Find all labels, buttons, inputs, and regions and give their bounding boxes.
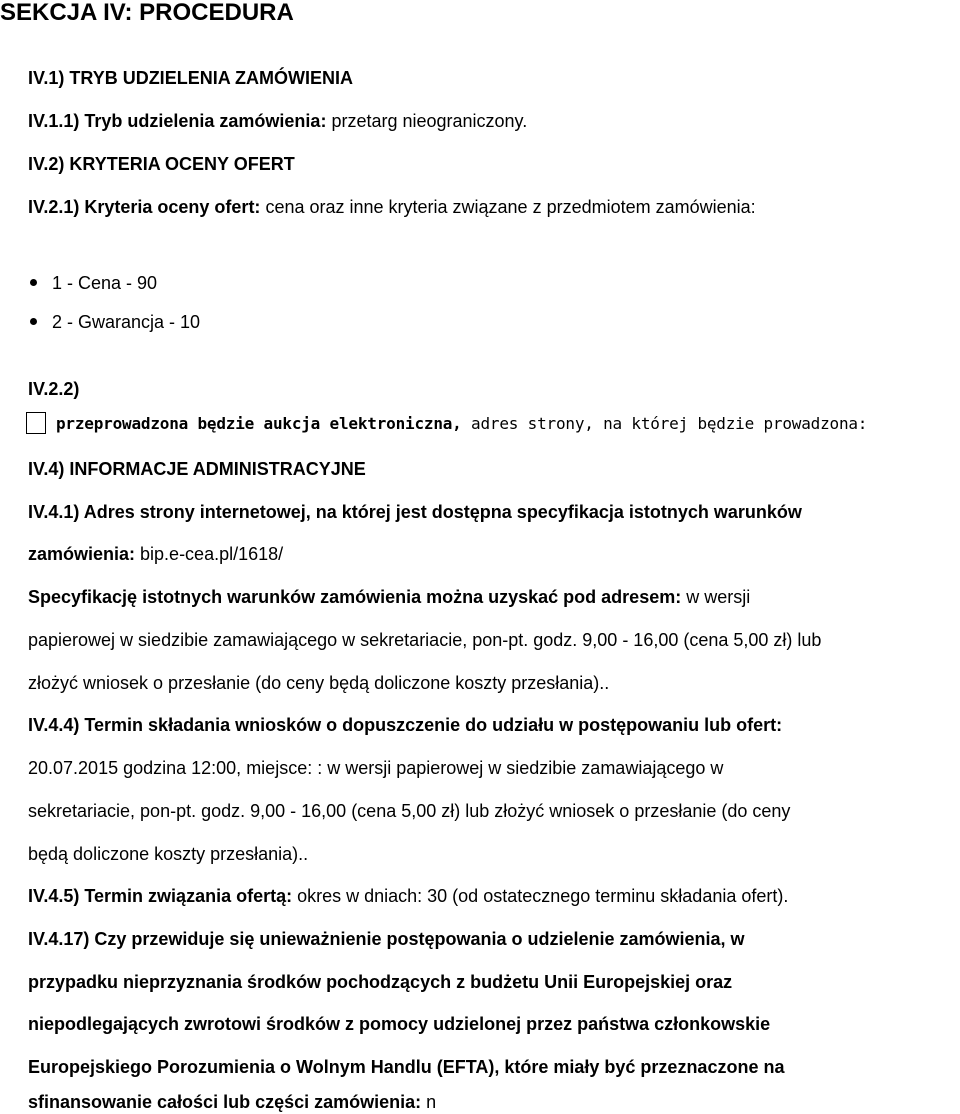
heading-iv1: IV.1) TRYB UDZIELENIA ZAMÓWIENIA xyxy=(28,68,354,88)
deadline-text-line: sekretariacie, pon-pt. godz. 9,00 - 16,00 (cena 5,00 zł) lub złożyć wniosek o przesłanie (do ceny xyxy=(28,801,791,821)
field-label: przeprowadzona będzie aukcja elektroniczna, xyxy=(56,414,462,433)
field-cancellation xyxy=(28,1091,436,1113)
deadline-text-line: będą doliczone koszty przesłania).. xyxy=(28,844,309,864)
field-value: adres strony, na której będzie prowadzona: xyxy=(461,414,868,433)
spec-text-line: papierowej w siedzibie zamawiającego w sekretariacie, pon-pt. godz. 9,00 - 16,00 (cena 5,00 zł) lub xyxy=(28,630,822,650)
field-spec-obtain xyxy=(28,586,750,608)
field-auction xyxy=(56,413,867,435)
field-offer-binding xyxy=(28,885,788,907)
field-value: okres w dniach: 30 (od ostatecznego terminu składania ofert). xyxy=(292,886,789,906)
field-cancellation-line: niepodlegających zwrotowi środków z pomocy udzielonej przez państwa członkowskie xyxy=(28,1014,771,1034)
deadline-text-line: 20.07.2015 godzina 12:00, miejsce: : w wersji papierowej w siedzibie zamawiającego w xyxy=(28,758,724,778)
field-value: przetarg nieograniczony. xyxy=(326,111,528,131)
field-procedure-type xyxy=(28,110,527,132)
heading-iv22: IV.2.2) xyxy=(28,379,80,399)
bullet-icon xyxy=(30,318,37,325)
field-cancellation-line: przypadku nieprzyznania środków pochodzących z budżetu Unii Europejskiej oraz xyxy=(28,972,733,992)
field-label: IV.4.5) Termin związania ofertą: xyxy=(28,886,293,906)
field-label: zamówienia: xyxy=(28,544,136,564)
field-label: IV.2.1) Kryteria oceny ofert: xyxy=(28,197,261,217)
field-cancellation-line: IV.4.17) Czy przewiduje się unieważnienie postępowania o udzielenie zamówienia, w xyxy=(28,929,745,949)
field-label: Specyfikację istotnych warunków zamówienia można uzyskać pod adresem: xyxy=(28,587,682,607)
field-cancellation-line: Europejskiego Porozumienia o Wolnym Handlu (EFTA), które miały być przeznaczone na xyxy=(28,1057,785,1077)
criteria-item: 2 - Gwarancja - 10 xyxy=(52,312,201,332)
auction-checkbox xyxy=(26,412,46,434)
field-value: n xyxy=(421,1092,437,1112)
bullet-icon xyxy=(30,279,37,286)
field-label: sfinansowanie całości lub części zamówienia: xyxy=(28,1092,422,1112)
spec-text-line: złożyć wniosek o przesłanie (do ceny będą doliczone koszty przesłania).. xyxy=(28,673,610,693)
field-deadline-label: IV.4.4) Termin składania wniosków o dopuszczenie do udziału w postępowaniu lub ofert: xyxy=(28,715,783,735)
field-label: IV.1.1) Tryb udzielenia zamówienia: xyxy=(28,111,327,131)
heading-iv4: IV.4) INFORMACJE ADMINISTRACYJNE xyxy=(28,459,366,479)
field-spec-address xyxy=(28,543,283,565)
field-value: w wersji xyxy=(681,587,751,607)
section-title: SEKCJA IV: PROCEDURA xyxy=(0,0,294,26)
field-value: cena oraz inne kryteria związane z przedmiotem zamówienia: xyxy=(260,197,756,217)
criteria-item: 1 - Cena - 90 xyxy=(52,273,158,293)
field-spec-address-label: IV.4.1) Adres strony internetowej, na której jest dostępna specyfikacja istotnych warunków xyxy=(28,502,802,522)
field-criteria xyxy=(28,196,756,218)
heading-iv2: IV.2) KRYTERIA OCENY OFERT xyxy=(28,154,295,174)
field-value: bip.e-cea.pl/1618/ xyxy=(135,544,284,564)
